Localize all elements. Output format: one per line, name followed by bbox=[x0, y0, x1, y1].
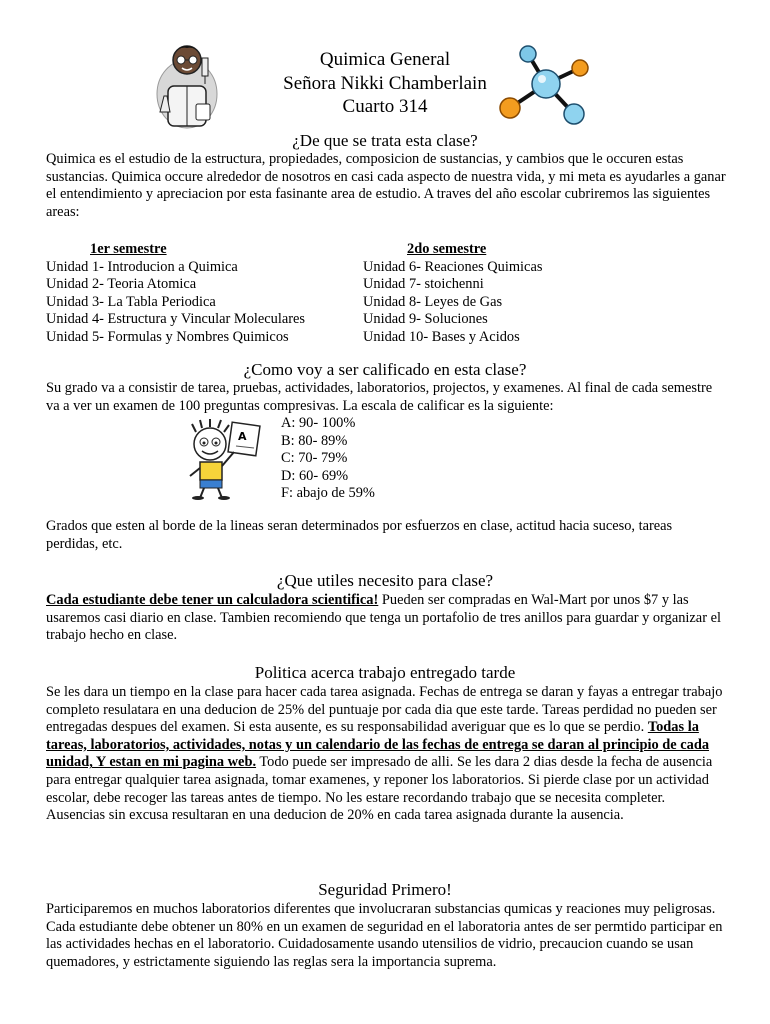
late-work-important: Todas la tareas, laboratorios, actividades, notas y un calendario de las fechas de entrega se daran al principio de cada unidad, Y estan en mi pagina web. bbox=[46, 719, 710, 771]
section-body-safety: Participaremos en muchos laboratorios diferentes que involucraran substancias qumicas y reaciones muy peligrosas. Cada estudiante debe obtener un 80% en un examen de seguridad en el laboratoria antes de ser permtido participar en las actividades hechas en el laboratorio. Cuidadosamente usando utensilios de vidrio, precaucion cuando se usan quemadores, y estrictamente siguiendo las reglas sera la importancia suprema. bbox=[46, 901, 723, 970]
molecule-icon bbox=[494, 44, 598, 130]
unit-item: Unidad 7- stoichenni bbox=[363, 276, 484, 293]
first-semester-title: 1er semestre bbox=[90, 241, 167, 257]
grading-note: Grados que esten al borde de la lineas seran determinados por esfuerzos en clase, actitud hacia suceso, tareas perdidas, etc. bbox=[46, 518, 673, 552]
second-semester-list bbox=[363, 241, 542, 347]
grade-item: A: 90- 100% bbox=[281, 415, 356, 431]
late-work-text-a: Se les dara un tiempo en la clase para hacer cada tarea asignada. Fechas de entrega se daran y fayas a entregar trabajo completo resulatara en una deducion de 25% del puntuaje por cada dia que este tarde. Tareas perdidad no pueden ser entregadas despues del examen. Si esta ausente, es su responsabilidad averiguar que es lo que se perdio. bbox=[46, 684, 723, 736]
calculator-requirement: Cada estudiante debe tener un calculadora scientifica! bbox=[46, 592, 379, 608]
unit-item: Unidad 10- Bases y Acidos bbox=[363, 328, 520, 345]
unit-item: Unidad 1- Introducion a Quimica bbox=[46, 258, 238, 275]
unit-item: Unidad 5- Formulas y Nombres Quimicos bbox=[46, 328, 289, 345]
grade-item: C: 70- 79% bbox=[281, 450, 348, 467]
second-semester-title: 2do semestre bbox=[407, 241, 487, 257]
svg-text:A: A bbox=[238, 430, 247, 443]
grading-scale bbox=[281, 415, 375, 503]
grade-item: B: 80- 89% bbox=[281, 432, 348, 449]
unit-item: Unidad 8- Leyes de Gas bbox=[363, 293, 503, 310]
room-number: Cuarto 314 bbox=[342, 96, 428, 117]
student-grade-a-clipart-icon bbox=[184, 418, 264, 500]
section-heading-about: ¿De que se trata esta clase? bbox=[292, 131, 478, 150]
section-heading-grading: ¿Como voy a ser calificado en esta clase? bbox=[243, 360, 527, 379]
course-title: Quimica General bbox=[319, 49, 451, 70]
teacher-name: Señora Nikki Chamberlain bbox=[283, 72, 487, 94]
scientist-clipart-icon bbox=[150, 34, 224, 130]
section-body-supplies bbox=[46, 592, 726, 645]
section-body-late-work bbox=[46, 684, 726, 825]
first-semester-list bbox=[46, 241, 305, 347]
unit-item: Unidad 9- Soluciones bbox=[363, 311, 488, 328]
grade-item: F: abajo de 59% bbox=[281, 485, 375, 502]
unit-item: Unidad 4- Estructura y Vincular Moleculares bbox=[46, 311, 306, 328]
unit-item: Unidad 3- La Tabla Periodica bbox=[46, 293, 216, 310]
section-body-about: Quimica es el estudio de la estructura, propiedades, composicion de sustancias, y cambios que le occuren estas sustancias. Quimica occure alrededor de nosotros en casi cada aspecto de nuestra vida, y mi meta es ayudarles a ganar el entendimiento y apreciacion por esta fasinante area de estudio. A traves del año escolar cubriremos las siguientes areas: bbox=[46, 151, 726, 220]
unit-item: Unidad 6- Reaciones Quimicas bbox=[363, 258, 543, 275]
section-body-grading: Su grado va a consistir de tarea, pruebas, actividades, laboratorios, projectos, y examenes. Al final de cada semestre va a ver un examen de 100 preguntas compresivas. La escala de calificar es la siguiente: bbox=[46, 380, 713, 414]
unit-item: Unidad 2- Teoria Atomica bbox=[46, 276, 197, 293]
late-work-text-b: Todo puede ser impresado de alli. Se les dara 2 dias desde la fecha de ausencia para entregar qualquier tarea asignada, tomar examenes, y reponer los laboratorios. Si pierde clase por un actividad escolar, debe recoger las tareas antes de tiempo. No les estare recordando trabajo que se necesita completer. Ausencias sin excusa resultaran en una deducion de 20% en cada tarea asignada durante la ausencia. bbox=[46, 754, 713, 824]
supplies-text: Pueden ser compradas en Wal-Mart por unos $7 y las usaremos casi diario en clase. Tambien recomiendo que tenga un portafolio de tres anillos para guardar y organizar el trabajo hecho en clase. bbox=[46, 592, 721, 644]
section-heading-supplies: ¿Que utiles necesito para clase? bbox=[276, 571, 494, 590]
section-heading-safety: Seguridad Primero! bbox=[318, 880, 452, 899]
grade-item: D: 60- 69% bbox=[281, 467, 349, 484]
section-heading-late-work: Politica acerca trabajo entregado tarde bbox=[254, 663, 516, 682]
